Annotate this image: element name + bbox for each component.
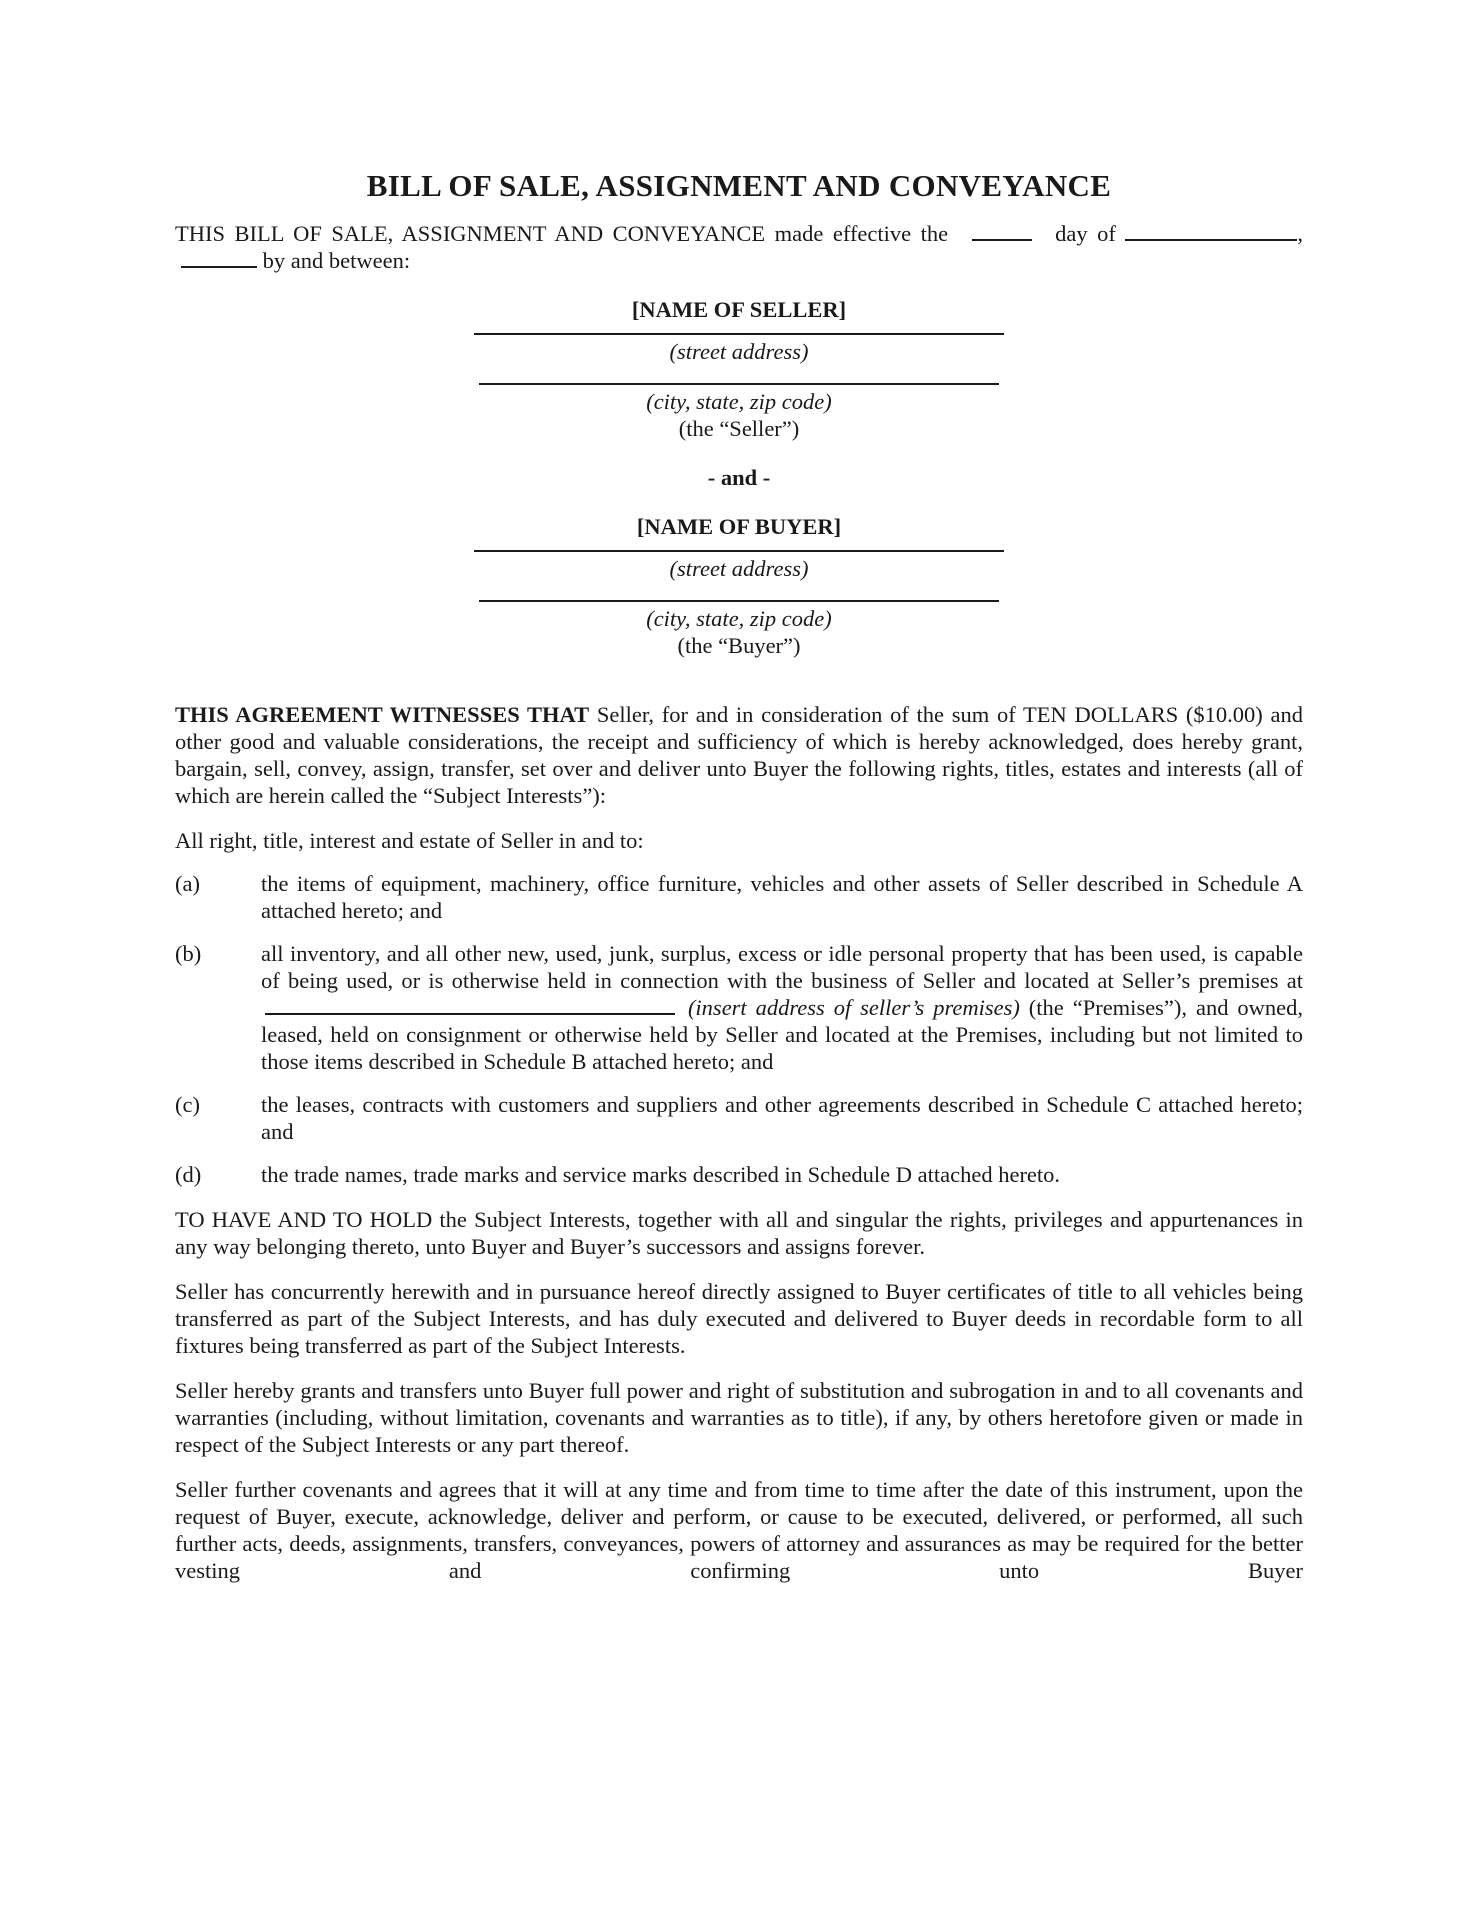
seller-street-line[interactable] xyxy=(474,333,1004,335)
intro-comma: , xyxy=(1297,221,1303,246)
buyer-city-line[interactable] xyxy=(479,600,999,602)
item-d-text: the trade names, trade marks and service marks described in Schedule D attached hereto. xyxy=(261,1162,1061,1187)
day-blank[interactable] xyxy=(972,221,1032,241)
item-c-label: (c) xyxy=(175,1092,200,1117)
seller-street-label: (street address) xyxy=(669,339,809,364)
item-b-label: (b) xyxy=(175,941,202,966)
list-item-b xyxy=(175,940,1303,1075)
intro-text: THIS BILL OF SALE, ASSIGNMENT AND CONVEYANCE made effective the xyxy=(175,221,949,246)
seller-role: (the “Seller”) xyxy=(678,416,800,441)
month-blank[interactable] xyxy=(1125,221,1297,241)
document-body xyxy=(175,168,1303,1584)
buyer-name: [NAME OF BUYER] xyxy=(636,514,842,539)
seller-name: [NAME OF SELLER] xyxy=(631,297,847,322)
intro-paragraph xyxy=(175,220,1303,274)
item-c-text: the leases, contracts with customers and suppliers and other agreements described in Schedule C attached hereto; and xyxy=(261,1092,1303,1144)
further-assurances-paragraph: Seller further covenants and agrees that it will at any time and from time to time after the date of this instrument, upon the request of Buyer, execute, acknowledge, deliver and perform, or cause to be executed, delivered, or performed, all such further acts, deeds, assignments, transfers, conveyances, powers of attorney and assurances as may be required for the better vesting and confirming unto Buyer xyxy=(175,1477,1303,1583)
buyer-street-line[interactable] xyxy=(474,550,1004,552)
list-item-a xyxy=(175,870,1303,924)
item-a-label: (a) xyxy=(175,871,200,896)
list-item-c xyxy=(175,1091,1303,1145)
document-title: BILL OF SALE, ASSIGNMENT AND CONVEYANCE xyxy=(366,168,1112,203)
buyer-block xyxy=(175,513,1303,659)
certificates-paragraph: Seller has concurrently herewith and in pursuance hereof directly assigned to Buyer certificates of title to all vehicles being transferred as part of the Subject Interests, and has duly executed and delivered to Buyer deeds in recordable form to all fixtures being transferred as part of the Subject Interests. xyxy=(175,1279,1303,1358)
witnesses-paragraph xyxy=(175,701,1303,809)
buyer-city-label: (city, state, zip code) xyxy=(646,606,832,631)
item-d-label: (d) xyxy=(175,1162,202,1187)
buyer-street-label: (street address) xyxy=(669,556,809,581)
all-right-paragraph: All right, title, interest and estate of Seller in and to: xyxy=(175,828,644,853)
seller-block xyxy=(175,296,1303,442)
seller-city-line[interactable] xyxy=(479,383,999,385)
witnesses-lead: THIS AGREEMENT WITNESSES THAT xyxy=(175,702,590,727)
item-b-text-2: (the “Premises”), and owned, leased, held on consignment or otherwise held by Seller and located at the Premises, including but not limited to those items described in Schedule B attached hereto; and xyxy=(261,995,1303,1074)
witnesses-text: Seller, for and in consideration of the sum of TEN DOLLARS ($10.00) and other good and valuable considerations, the receipt and sufficiency of which is hereby acknowledged, does hereby grant, bargain, sell, convey, assign, transfer, set over and deliver unto Buyer the following rights, titles, estates and interests (all of which are herein called the “Subject Interests”): xyxy=(175,702,1303,808)
and-separator: - and - xyxy=(707,465,771,490)
intro-by-between: by and between: xyxy=(262,248,411,273)
intro-day-of: day of xyxy=(1055,221,1116,246)
buyer-role: (the “Buyer”) xyxy=(677,633,801,658)
item-a-text: the items of equipment, machinery, office furniture, vehicles and other assets of Seller described in Schedule A attached hereto; and xyxy=(261,871,1303,923)
item-b-text-1: all inventory, and all other new, used, junk, surplus, excess or idle personal property that has been used, is capable of being used, or is otherwise held in connection with the business of Seller and located at Seller’s premises at xyxy=(261,941,1303,993)
seller-city-label: (city, state, zip code) xyxy=(646,389,832,414)
habendum-paragraph: TO HAVE AND TO HOLD the Subject Interests, together with all and singular the rights, privileges and appurtenances in any way belonging thereto, unto Buyer and Buyer’s successors and assigns forever. xyxy=(175,1207,1303,1259)
premises-address-blank[interactable] xyxy=(265,995,675,1015)
year-blank[interactable] xyxy=(181,248,257,268)
item-b-insert-note: (insert address of seller’s premises) xyxy=(687,995,1020,1020)
list-item-d xyxy=(175,1161,1303,1188)
subrogation-paragraph: Seller hereby grants and transfers unto Buyer full power and right of substitution and subrogation in and to all covenants and warranties (including, without limitation, covenants and warranties as to title), if any, by others heretofore given or made in respect of the Subject Interests or any part thereof. xyxy=(175,1378,1303,1457)
